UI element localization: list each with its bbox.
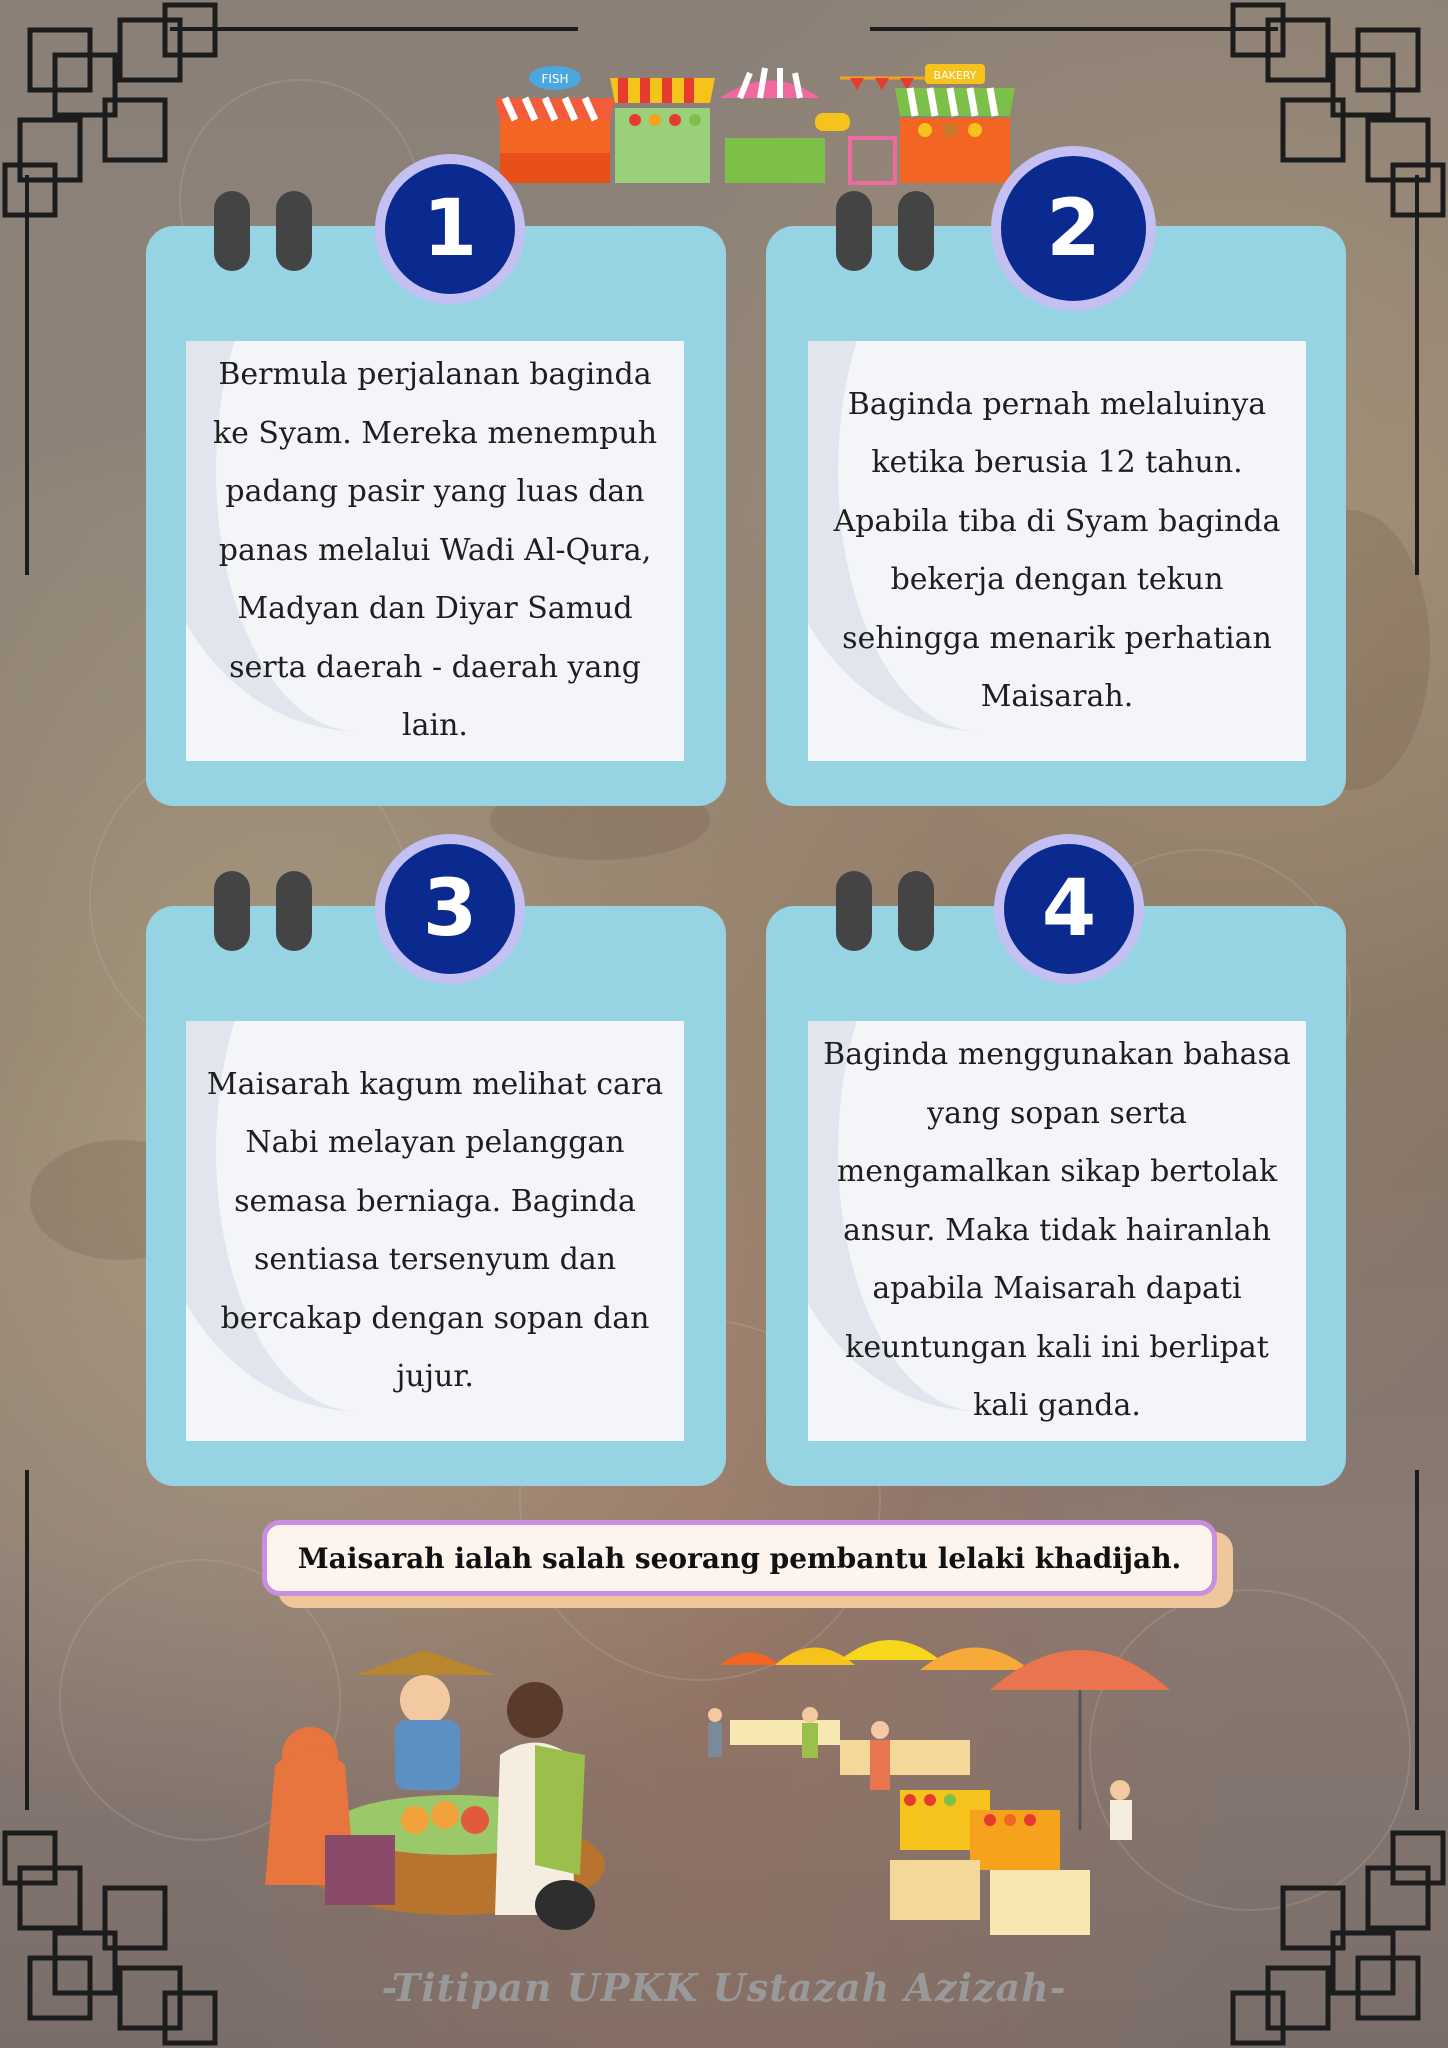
info-banner <box>262 1520 1217 1596</box>
number-badge <box>375 834 525 984</box>
flower-stall-icon <box>720 68 925 183</box>
bakery-sign-text: BAKERY <box>933 69 977 82</box>
market-stalls-illustration <box>495 58 1025 188</box>
card-content-panel <box>186 341 684 761</box>
card-text: Maisarah kagum melihat cara Nabi melayan pelanggan semasa berniaga. Baginda sentiasa tersenyum dan bercakap dengan sopan dan jujur. <box>206 1066 664 1394</box>
number-label: 2 <box>1046 183 1101 274</box>
binder-ring <box>214 191 250 271</box>
binder-ring <box>898 191 934 271</box>
card-content-panel <box>808 341 1306 761</box>
frame-line-top-left <box>170 27 578 31</box>
fish-stall-icon <box>495 66 615 183</box>
card-2 <box>766 183 1346 806</box>
card-content-panel <box>808 1021 1306 1441</box>
traders-illustration <box>235 1615 675 1945</box>
footer-credit: -Titipan UPKK Ustazah Azizah- <box>381 1965 1067 2010</box>
frame-line-left-bottom <box>25 1470 29 1810</box>
binder-ring <box>836 191 872 271</box>
frame-line-left-top <box>25 175 29 575</box>
fruit-stall-icon <box>610 78 715 183</box>
fish-sign-text: FISH <box>541 72 569 86</box>
binder-ring <box>276 191 312 271</box>
corner-ornament-top-left <box>0 0 230 230</box>
card-4 <box>766 864 1346 1486</box>
frame-line-right-top <box>1415 175 1419 575</box>
card-1 <box>146 184 726 806</box>
corner-ornament-top-right <box>1218 0 1448 230</box>
card-3 <box>146 864 726 1486</box>
binder-ring <box>214 871 250 951</box>
card-content-panel <box>186 1021 684 1441</box>
number-label: 4 <box>1041 864 1097 954</box>
frame-line-right-bottom <box>1415 1470 1419 1810</box>
number-label: 3 <box>422 864 478 954</box>
number-badge <box>991 146 1156 311</box>
number-label: 1 <box>422 184 478 274</box>
binder-ring <box>898 871 934 951</box>
bakery-stall-icon <box>895 64 1015 183</box>
card-text: Baginda menggunakan bahasa yang sopan serta mengamalkan sikap bertolak ansur. Maka tidak hairanlah apabila Maisarah dapati keuntungan kali ini berlipat kali ganda. <box>823 1037 1291 1424</box>
corner-ornament-bottom-right <box>1218 1818 1448 2048</box>
frame-line-top-right <box>870 27 1278 31</box>
number-badge <box>994 834 1144 984</box>
card-text: Bermula perjalanan baginda ke Syam. Mereka menempuh padang pasir yang luas dan panas melalui Wadi Al-Qura, Madyan dan Diyar Samud serta daerah - daerah yang lain. <box>212 357 658 744</box>
market-umbrellas-illustration <box>700 1620 1220 1950</box>
binder-ring <box>276 871 312 951</box>
card-text: Baginda pernah melaluinya ketika berusia 12 tahun. Apabila tiba di Syam baginda bekerja dengan tekun sehingga menarik perhatian Maisarah. <box>833 386 1281 714</box>
number-badge <box>375 154 525 304</box>
corner-ornament-bottom-left <box>0 1818 230 2048</box>
binder-ring <box>836 871 872 951</box>
banner-text: Maisarah ialah salah seorang pembantu lelaki khadijah. <box>297 1541 1182 1575</box>
